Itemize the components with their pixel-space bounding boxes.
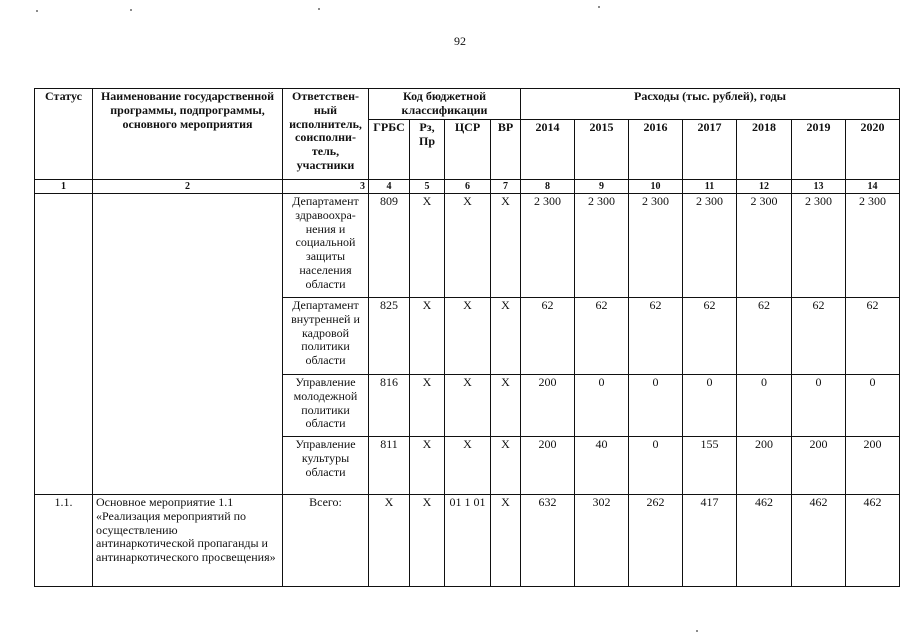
header-year: 2016	[629, 120, 683, 180]
participant-cell: Всего:	[283, 495, 369, 587]
column-number: 6	[445, 180, 491, 194]
expense-cell: 155	[683, 437, 737, 495]
grbs-cell: 811	[369, 437, 410, 495]
expense-cell: 0	[683, 375, 737, 437]
expense-cell: 200	[792, 437, 846, 495]
vr-cell: X	[491, 298, 521, 375]
rzpr-cell: X	[410, 194, 445, 298]
event-row	[35, 495, 900, 587]
grbs-cell: X	[369, 495, 410, 587]
expense-cell: 302	[575, 495, 629, 587]
expense-cell: 2 300	[683, 194, 737, 298]
expense-cell: 62	[846, 298, 900, 375]
header-vr: ВР	[491, 120, 521, 180]
column-number-row	[35, 180, 900, 194]
column-number: 2	[93, 180, 283, 194]
grbs-cell: 816	[369, 375, 410, 437]
expense-cell: 2 300	[629, 194, 683, 298]
csr-cell: X	[445, 194, 491, 298]
participant-cell: Управление культуры области	[283, 437, 369, 495]
expense-cell: 632	[521, 495, 575, 587]
column-number: 10	[629, 180, 683, 194]
expense-cell: 2 300	[846, 194, 900, 298]
expense-cell: 462	[792, 495, 846, 587]
column-number: 3	[283, 180, 369, 194]
rzpr-cell: X	[410, 495, 445, 587]
status-cell	[35, 194, 93, 495]
header-year: 2015	[575, 120, 629, 180]
expense-cell: 417	[683, 495, 737, 587]
header-responsible: Ответствен-ный исполнитель, соисполнитель, участники	[283, 89, 369, 180]
expense-cell: 462	[737, 495, 792, 587]
expense-cell: 62	[737, 298, 792, 375]
header-grbs: ГРБС	[369, 120, 410, 180]
header-expenses: Расходы (тыс. рублей), годы	[521, 89, 900, 120]
expense-cell: 2 300	[737, 194, 792, 298]
header-budget-code: Код бюджетной классификации	[369, 89, 521, 120]
participant-cell: Департамент здравоохра-нения и социальной защиты населения области	[283, 194, 369, 298]
header-program-name: Наименование государственной программы, подпрограммы, основного мероприятия	[93, 89, 283, 180]
program-name-cell	[93, 194, 283, 495]
column-number: 4	[369, 180, 410, 194]
header-status: Статус	[35, 89, 93, 180]
column-number: 9	[575, 180, 629, 194]
expense-cell: 2 300	[575, 194, 629, 298]
rzpr-cell: X	[410, 375, 445, 437]
csr-cell: X	[445, 437, 491, 495]
csr-cell: X	[445, 298, 491, 375]
header-year: 2019	[792, 120, 846, 180]
header-year: 2018	[737, 120, 792, 180]
rzpr-cell: X	[410, 437, 445, 495]
scan-speck	[696, 630, 698, 632]
participant-cell: Управление молодежной политики области	[283, 375, 369, 437]
header-year: 2014	[521, 120, 575, 180]
vr-cell: X	[491, 495, 521, 587]
expense-cell: 200	[737, 437, 792, 495]
budget-table	[34, 88, 900, 587]
scan-speck	[130, 9, 132, 11]
header-year: 2017	[683, 120, 737, 180]
table-row	[35, 194, 900, 298]
page-number: 92	[454, 34, 466, 48]
vr-cell: X	[491, 437, 521, 495]
expense-cell: 0	[575, 375, 629, 437]
expense-cell: 462	[846, 495, 900, 587]
scan-speck	[36, 10, 38, 12]
expense-cell: 40	[575, 437, 629, 495]
expense-cell: 62	[792, 298, 846, 375]
expense-cell: 0	[792, 375, 846, 437]
expense-cell: 62	[521, 298, 575, 375]
program-name-cell: Основное мероприятие 1.1 «Реализация мероприятий по осуществлению антинаркотической пропаганды и антинаркотического просвещения»	[93, 495, 283, 587]
expense-cell: 62	[683, 298, 737, 375]
expense-cell: 2 300	[521, 194, 575, 298]
column-number: 7	[491, 180, 521, 194]
column-number: 14	[846, 180, 900, 194]
expense-cell: 200	[521, 437, 575, 495]
rzpr-cell: X	[410, 298, 445, 375]
column-number: 11	[683, 180, 737, 194]
vr-cell: X	[491, 375, 521, 437]
status-cell: 1.1.	[35, 495, 93, 587]
expense-cell: 62	[629, 298, 683, 375]
expense-cell: 0	[846, 375, 900, 437]
expense-cell: 0	[629, 437, 683, 495]
expense-cell: 200	[846, 437, 900, 495]
expense-cell: 0	[629, 375, 683, 437]
csr-cell: X	[445, 375, 491, 437]
column-number: 5	[410, 180, 445, 194]
header-year: 2020	[846, 120, 900, 180]
csr-cell: 01 1 01	[445, 495, 491, 587]
expense-cell: 262	[629, 495, 683, 587]
column-number: 12	[737, 180, 792, 194]
header-rzpr: Рз, Пр	[410, 120, 445, 180]
scan-speck	[598, 6, 600, 8]
vr-cell: X	[491, 194, 521, 298]
expense-cell: 2 300	[792, 194, 846, 298]
column-number: 1	[35, 180, 93, 194]
expense-cell: 200	[521, 375, 575, 437]
grbs-cell: 809	[369, 194, 410, 298]
column-number: 8	[521, 180, 575, 194]
scan-speck	[318, 8, 320, 10]
column-number: 13	[792, 180, 846, 194]
expense-cell: 62	[575, 298, 629, 375]
header-row	[35, 89, 900, 120]
expense-cell: 0	[737, 375, 792, 437]
header-csr: ЦСР	[445, 120, 491, 180]
grbs-cell: 825	[369, 298, 410, 375]
participant-cell: Департамент внутренней и кадровой политики области	[283, 298, 369, 375]
